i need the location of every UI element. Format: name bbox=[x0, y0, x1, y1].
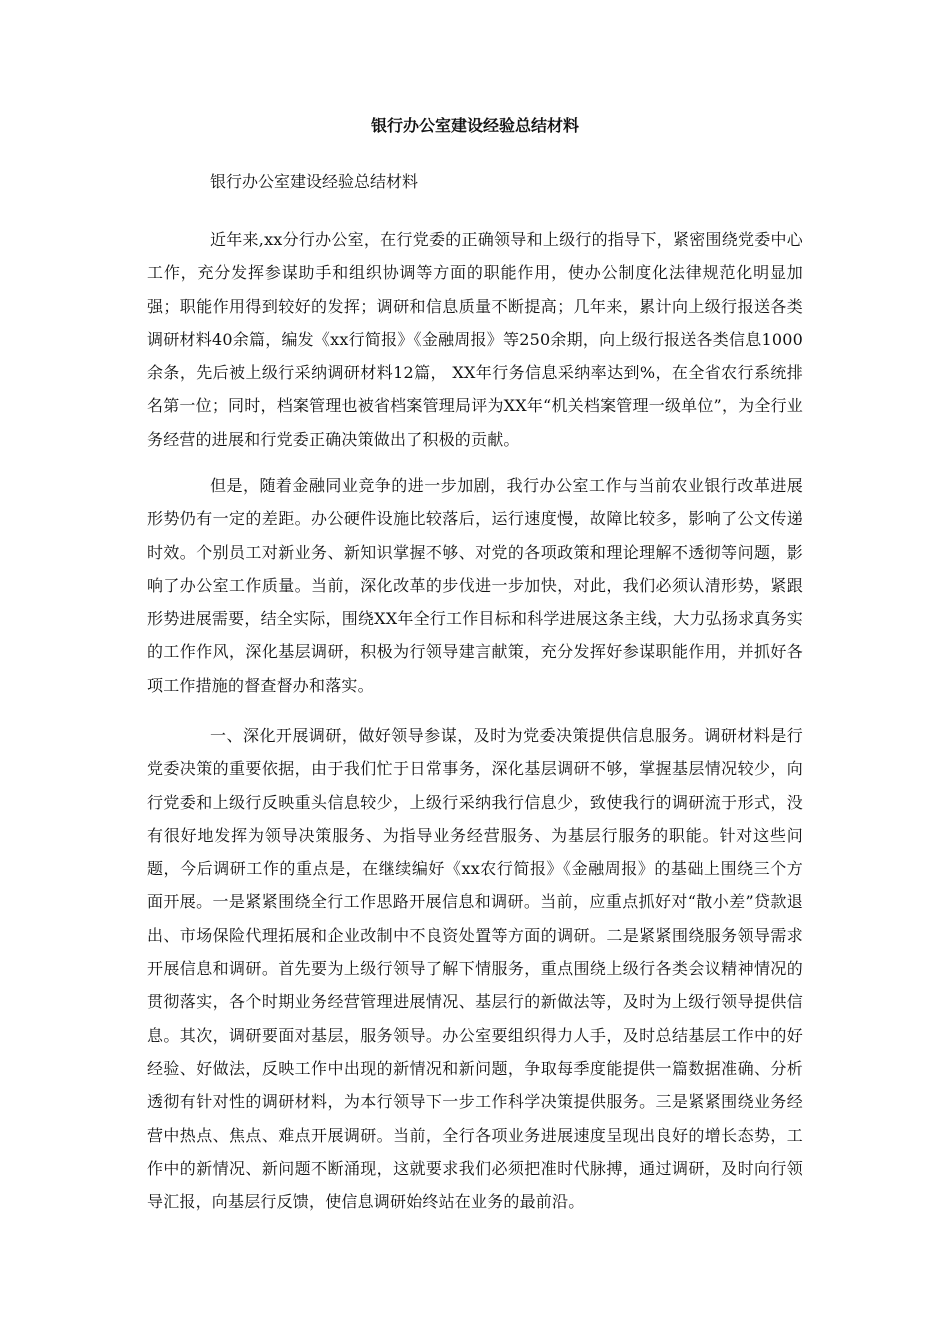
paragraph-3: 一、深化开展调研，做好领导参谋，及时为党委决策提供信息服务。调研材料是行党委决策的重要依据，由于我们忙于日常事务，深化基层调研不够，掌握基层情况较少，向行党委和上级行反映重头信息较少，上级行采纳我行信息少，致使我行的调研流于形式，没有很好地发挥为领导决策服务、为指导业务经营服务、为基层行服务的职能。针对这些问题，今后调研工作的重点是，在继续编好《xx农行简报》《金融周报》的基础上围绕三个方面开展。一是紧紧围绕全行工作思路开展信息和调研。当前，应重点抓好对“散小差”贷款退出、市场保险代理拓展和企业改制中不良资处置等方面的调研。二是紧紧围绕服务领导需求开展信息和调研。首先要为上级行领导了解下情服务，重点围绕上级行各类会议精神情况的贯彻落实，各个时期业务经营管理进展情况、基层行的新做法等，及时为上级行领导提供信息。其次，调研要面对基层，服务领导。办公室要组织得力人手，及时总结基层工作中的好经验、好做法，反映工作中出现的新情况和新问题，争取每季度能提供一篇数据准确、分析透彻有针对性的调研材料，为本行领导下一步工作科学决策提供服务。三是紧紧围绕业务经营中热点、焦点、难点开展调研。当前，全行各项业务进展速度呈现出良好的增长态势，工作中的新情况、新问题不断涌现，这就要求我们必须把准时代脉搏，通过调研，及时向行领导汇报，向基层行反馈，使信息调研始终站在业务的最前沿。 bbox=[147, 726, 803, 1212]
document-subtitle: 银行办公室建设经验总结材料 bbox=[210, 172, 419, 191]
document-title: 银行办公室建设经验总结材料 bbox=[370, 116, 579, 135]
paragraph-1: 近年来,xx分行办公室，在行党委的正确领导和上级行的指导下，紧密围绕党委中心工作，充分发挥参谋助手和组织协调等方面的职能作用，使办公制度化法律规范化明显加强；职能作用得到较好的发挥；调研和信息质量不断提高；几年来，累计向上级行报送各类调研材料40余篇，编发《xx行简报》《金融周报》等250余期，向上级行报送各类信息1000余条，先后被上级行采纳调研材料12篇， XX年行务信息采纳率达到%，在全省农行系统排名第一位；同时，档案管理也被省档案管理局评为XX年“机关档案管理一级单位”，为全行业务经营的进展和行党委正确决策做出了积极的贡献。 bbox=[147, 230, 803, 449]
paragraph-2: 但是，随着金融同业竞争的进一步加剧，我行办公室工作与当前农业银行改革进展形势仍有一定的差距。办公硬件设施比较落后，运行速度慢，故障比较多，影响了公文传递时效。个别员工对新业务、新知识掌握不够、对党的各项政策和理论理解不透彻等问题，影响了办公室工作质量。当前，深化改革的步伐进一步加快，对此，我们必须认清形势，紧跟形势进展需要，结全实际，围绕XX年全行工作目标和科学进展这条主线，大力弘扬求真务实的工作作风，深化基层调研，积极为行领导建言献策，充分发挥好参谋职能作用，并抓好各项工作措施的督查督办和落实。 bbox=[147, 476, 803, 695]
